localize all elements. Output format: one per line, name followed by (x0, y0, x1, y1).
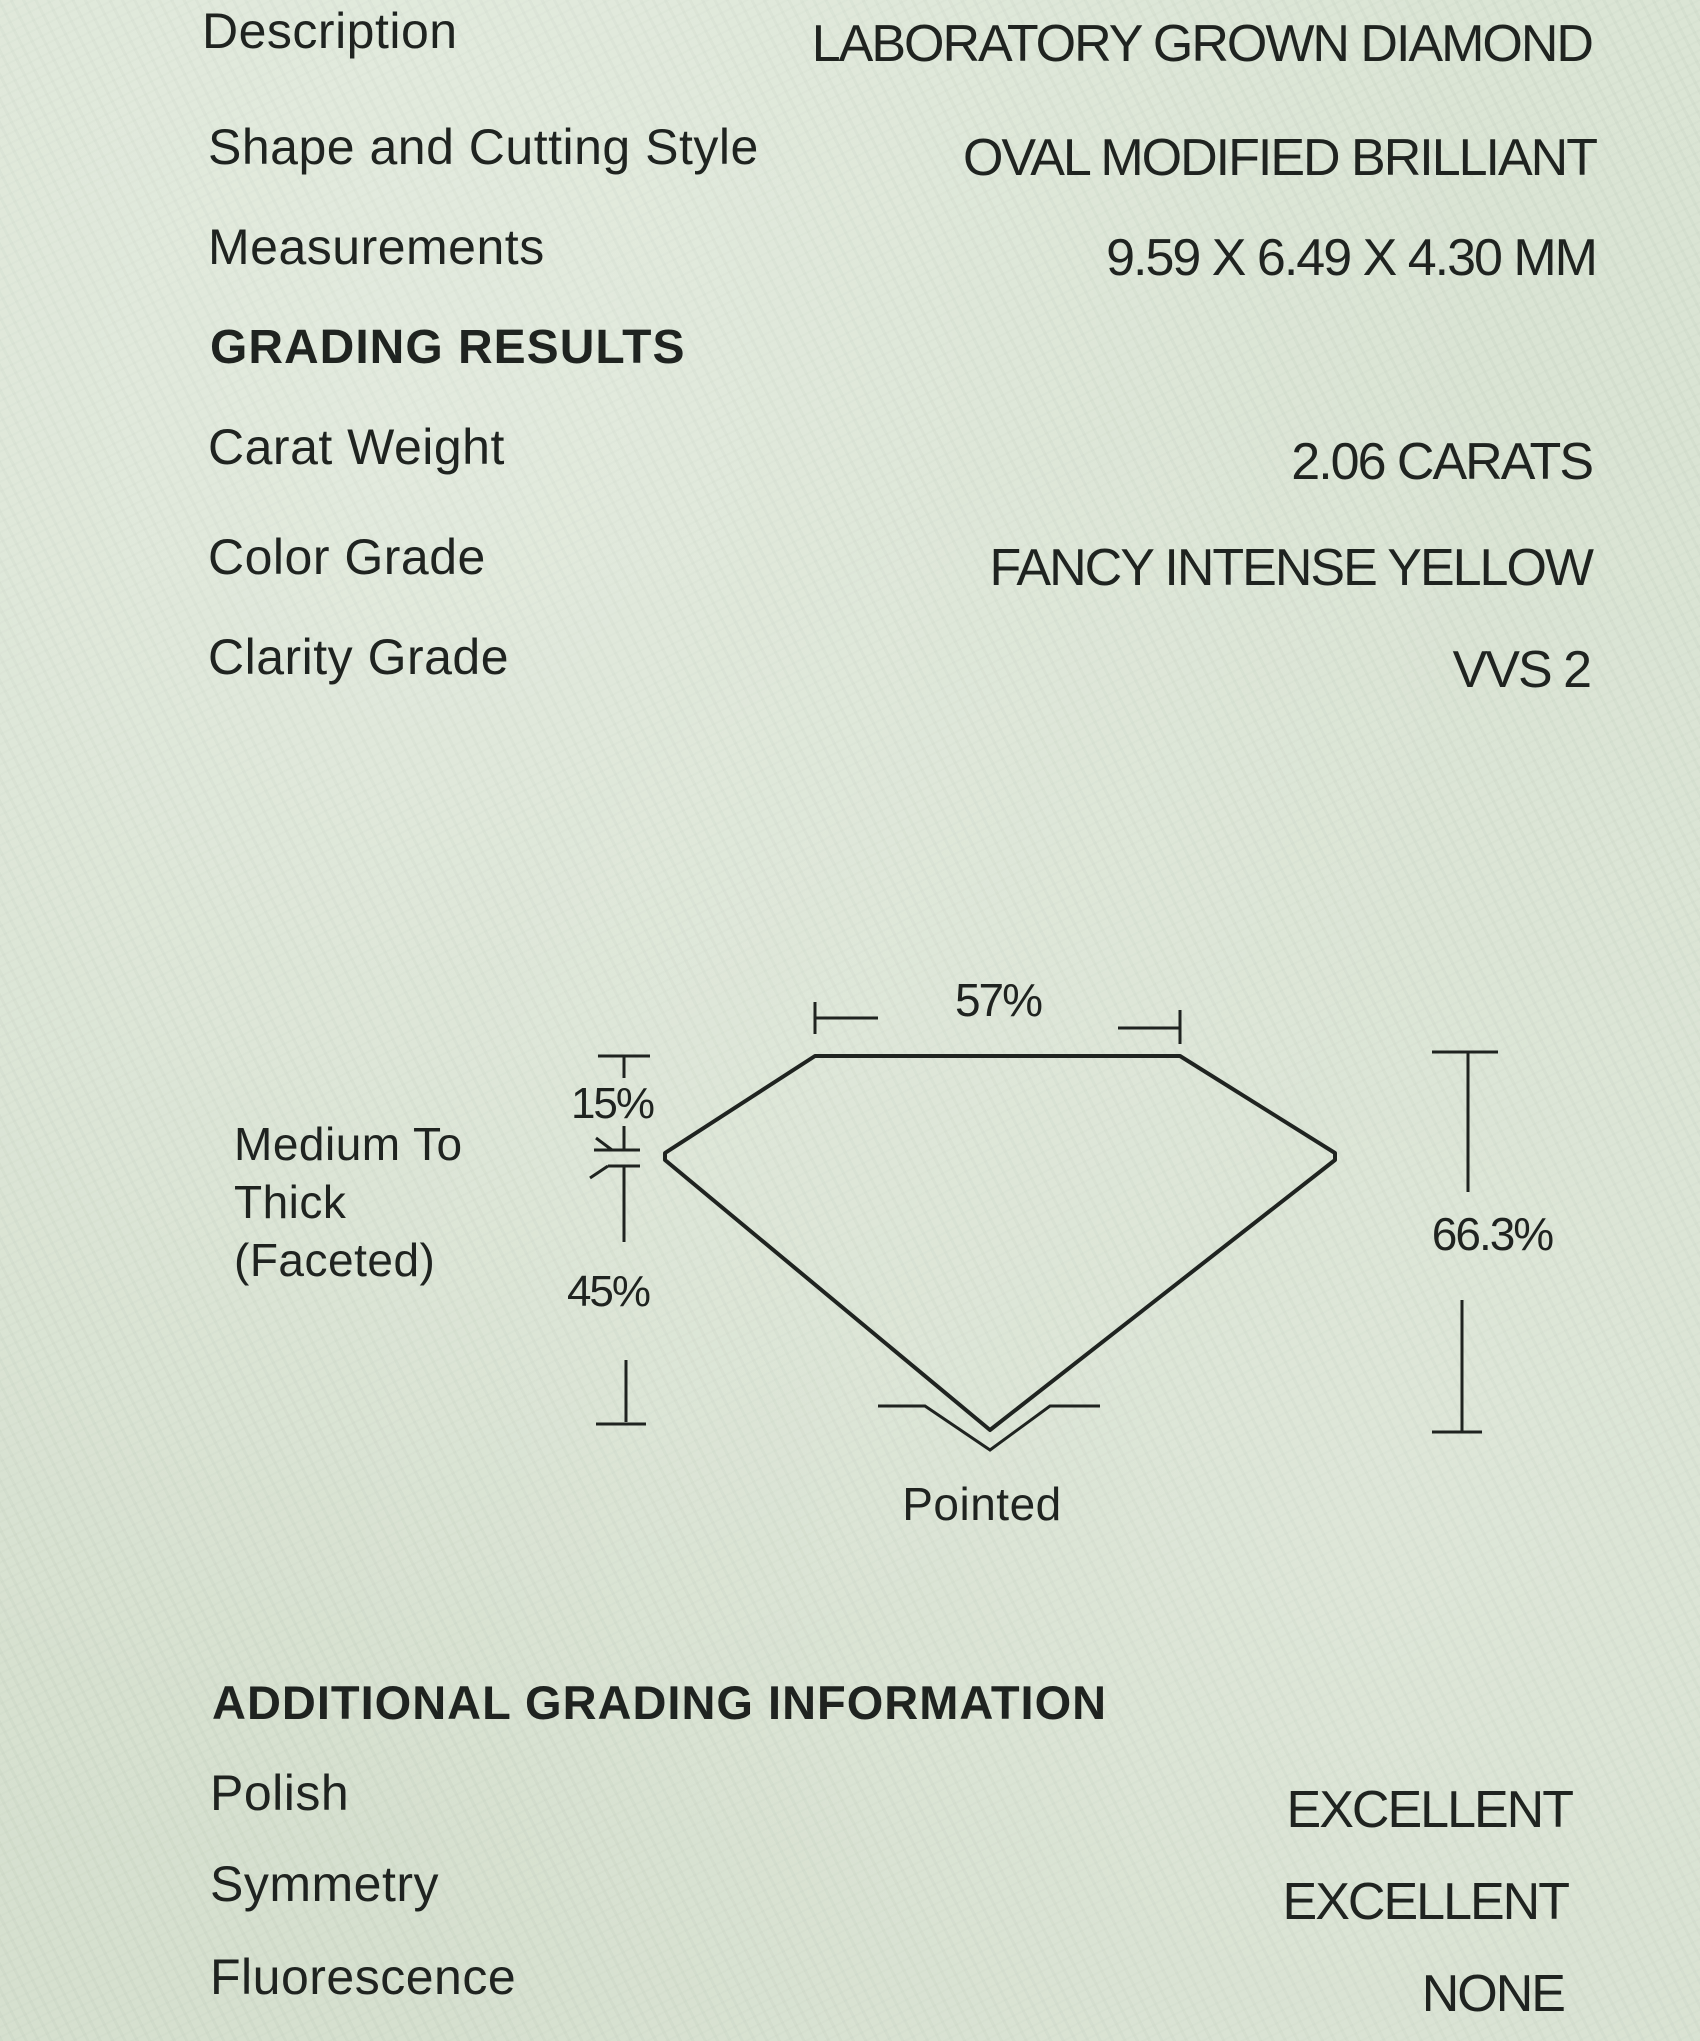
symmetry-label: Symmetry (210, 1856, 439, 1912)
fluorescence-value: NONE (1421, 1965, 1564, 2023)
diamond-profile-outline (665, 1056, 1335, 1430)
carat-value: 2.06 CARATS (1291, 433, 1592, 491)
girdle-label-line1: Medium To (234, 1118, 463, 1170)
polish-label: Polish (210, 1765, 350, 1821)
proportion-diagram (0, 960, 1700, 1560)
girdle-label-line2: Thick (234, 1176, 347, 1228)
clarity-value: VVS 2 (1452, 641, 1590, 699)
shape-value: OVAL MODIFIED BRILLIANT (962, 129, 1596, 187)
clarity-label: Clarity Grade (208, 629, 510, 685)
description-label: Description (202, 3, 458, 59)
additional-grading-heading: ADDITIONAL GRADING INFORMATION (212, 1676, 1108, 1729)
measurements-label: Measurements (208, 219, 545, 275)
shape-label: Shape and Cutting Style (208, 119, 759, 175)
polish-value: EXCELLENT (1286, 1781, 1572, 1839)
description-value: LABORATORY GROWN DIAMOND (811, 15, 1592, 73)
color-value: FANCY INTENSE YELLOW (989, 539, 1592, 597)
fluorescence-label: Fluorescence (210, 1949, 517, 2005)
girdle-label-line3: (Faceted) (234, 1234, 436, 1286)
total-depth-percentage: 66.3% (1431, 1208, 1553, 1260)
crown-percentage: 15% (570, 1079, 654, 1128)
table-percentage: 57% (954, 974, 1042, 1026)
carat-label: Carat Weight (208, 419, 505, 475)
grading-results-heading: GRADING RESULTS (210, 321, 686, 374)
color-label: Color Grade (208, 529, 486, 585)
measurements-value: 9.59 X 6.49 X 4.30 MM (1106, 229, 1596, 287)
culet-label: Pointed (902, 1478, 1062, 1530)
symmetry-value: EXCELLENT (1282, 1873, 1568, 1931)
pavilion-percentage: 45% (566, 1267, 650, 1316)
